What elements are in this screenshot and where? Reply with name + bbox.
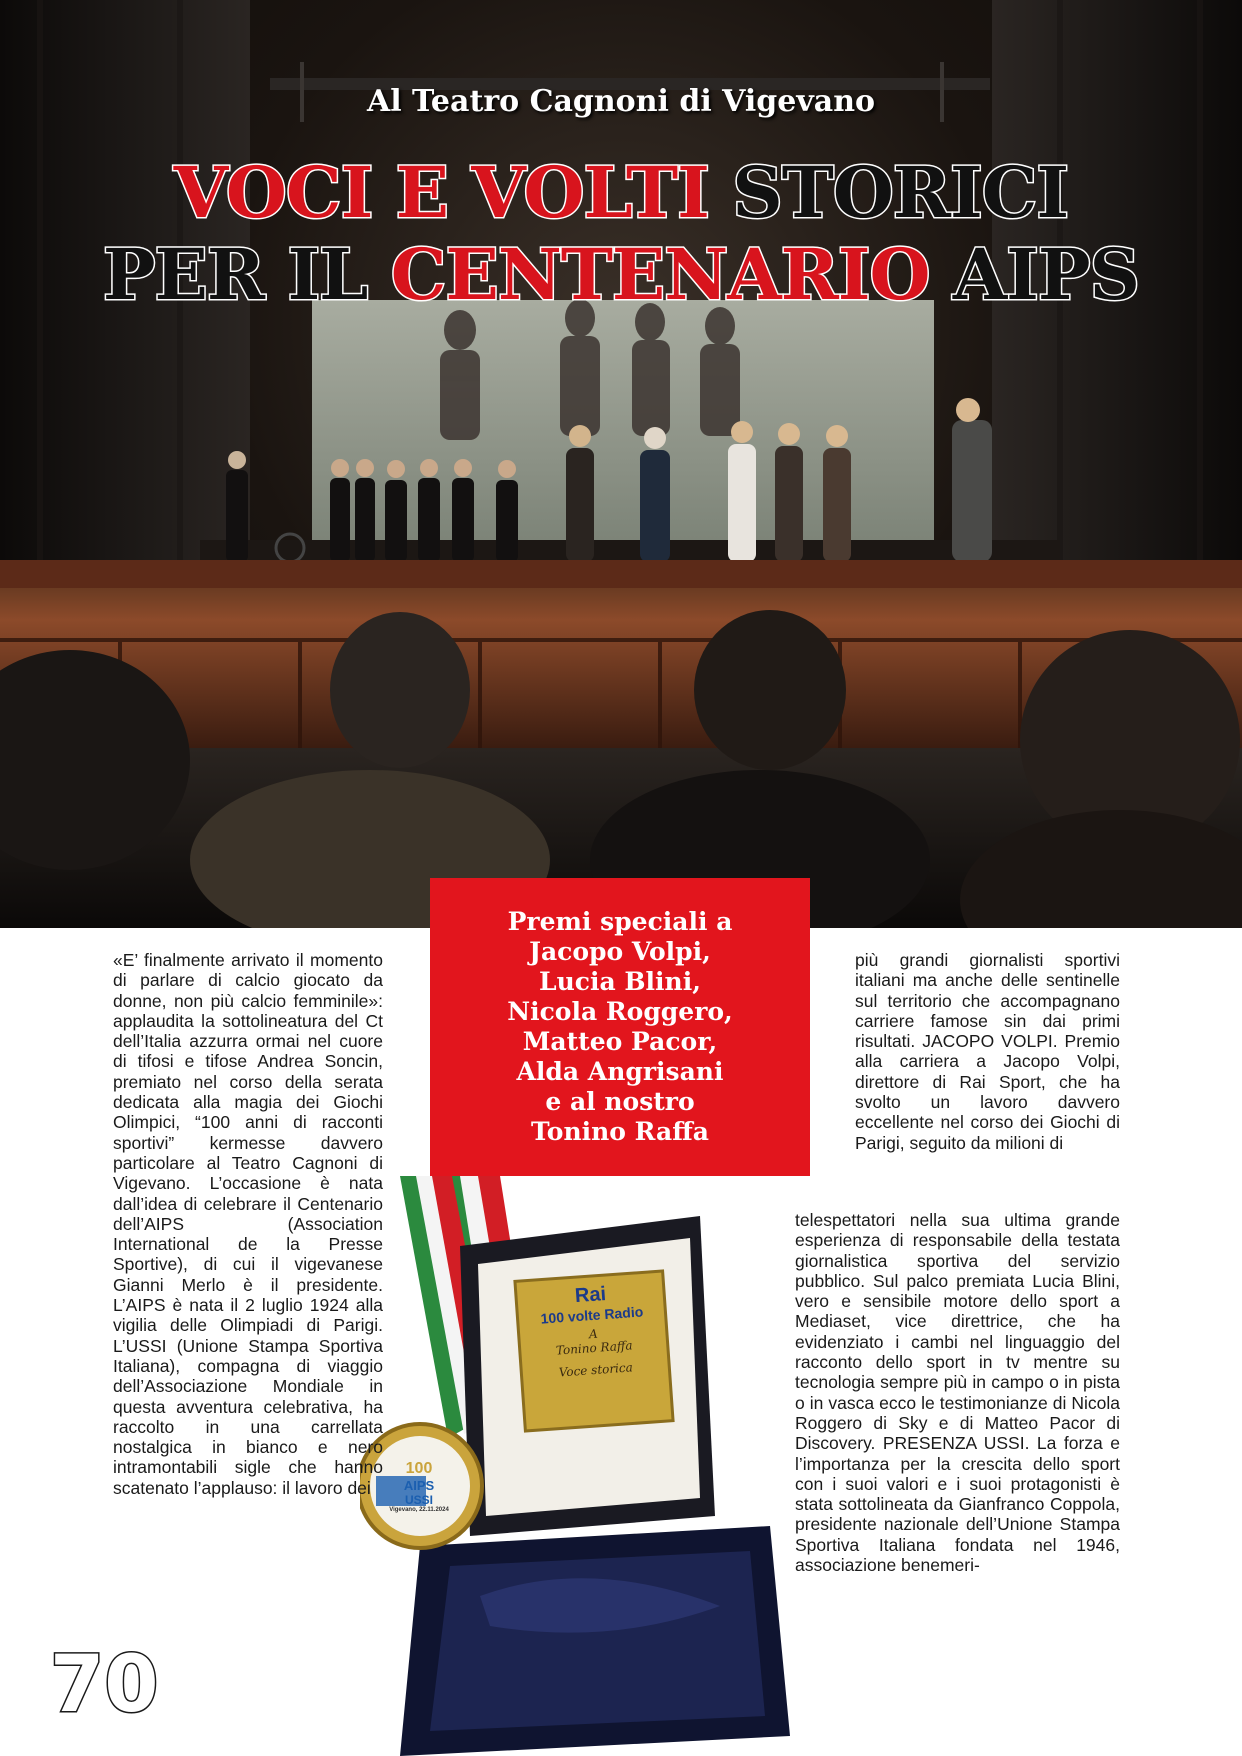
highlight-line: e al nostro xyxy=(545,1087,695,1116)
headline-part: VOCI E VOLTI xyxy=(173,151,733,234)
headline-line-2 xyxy=(0,233,1242,316)
highlight-line: Nicola Roggero, xyxy=(507,997,733,1026)
headline-part: STORICI xyxy=(732,151,1069,234)
headline-part: AIPS xyxy=(929,233,1140,316)
award-plaque xyxy=(515,1279,671,1382)
plaque-a: A xyxy=(588,1326,599,1342)
headline-line-1 xyxy=(0,151,1242,234)
article-paragraph: «E’ finalmente arrivato il momento di parlare di calcio giocato da donne, non più calcio femminile»: applaudita la sottolineatura del Ct dell’Italia azzurra ormai nel cuore di tifosi e tifose Andrea Soncin, premiato nel corso della serata dedicata alla magia dei Giochi Olimpici, “100 anni di racconti sportivi” kermesse davvero particolare al Teatro Cagnoni di Vigevano. L’occasione è nata dall’idea di celebrare il Centenario dell’AIPS (Association International de la Presse Sportive), di cui il vigevanese Gianni Merlo è il presidente. L’AIPS è nata il 2 luglio 1924 alla vigilia delle Olimpiadi di Parigi. L’USSI (Unione Stampa Sportiva Italiana), compagna di viaggio dell’Associazione Mondiale in questa avventura celebrativa, ha raccolto in una carrellata nostalgica in bianco e nero intramontabili sigle che hanno scatenato l’applauso: il lavoro dei xyxy=(113,950,383,1498)
plaque-brand: Rai xyxy=(574,1283,607,1308)
article-paragraph: più grandi giornalisti sportivi italiani ma anche delle sentinelle sul territorio che accompagnano carriere famose sin dai primi risultati. JACOPO VOLPI. Premio alla carriera a Jacopo Volpi, direttore di Rai Sport, che ha svolto un lavoro davvero eccellente nel corso dei Giochi di Parigi, seguito da milioni di xyxy=(855,950,1120,1153)
kicker: Al Teatro Cagnoni di Vigevano xyxy=(366,84,876,119)
page-number: 70 xyxy=(50,1640,159,1730)
article-paragraph: telespettatori nella sua ultima grande esperienza di responsabile della testata giornalistica sportiva del servizio pubblico. Sul palco premiata Lucia Blini, vero e sensibile motore dello sport a Mediaset, vice direttrice, che ha evidenziato i cambi nel linguaggio del racconto dello sport in tv mentre su tecnologia sempre più in campo o in pista o in vasca ecco le testimonianze di Nicola Roggero di Sky e di Matteo Pacor di Discovery. PRESENZA USSI. La forza e l’importanza per la crescita dello sport con i suoi valori e i suoi protagonisti è stata sottolineata da Gianfranco Coppola, presidente nazionale dell’Unione Stampa Sportiva Italiana fondata nel 1946, associazione benemeri- xyxy=(795,1210,1120,1576)
highlight-line: Matteo Pacor, xyxy=(522,1027,718,1056)
highlight-box xyxy=(430,878,810,1176)
medal-place: Vigevano, 22.11.2024 xyxy=(389,1507,449,1513)
headline-part: PER IL xyxy=(102,233,391,316)
article-column-right-top xyxy=(855,950,1120,1153)
plaque-line: 100 volte Radio xyxy=(540,1303,644,1327)
highlight-line: Jacopo Volpi, xyxy=(529,937,711,966)
plaque-name: Tonino Raffa xyxy=(555,1338,633,1358)
medal-org: USSI xyxy=(404,1493,433,1507)
highlight-line: Lucia Blini, xyxy=(539,967,701,996)
article-column-right-bottom xyxy=(795,1210,1120,1575)
headline-part: CENTENARIO xyxy=(390,233,930,316)
highlight-line: Tonino Raffa xyxy=(531,1117,709,1146)
highlight-line: Premi speciali a xyxy=(507,907,733,936)
medal-text xyxy=(374,1460,464,1513)
article-column-left xyxy=(113,950,383,1498)
plaque-title: Voce storica xyxy=(558,1360,634,1380)
medal-top: 100 xyxy=(405,1460,433,1477)
medal-name: AIPS xyxy=(403,1478,435,1493)
highlight-line: Alda Angrisani xyxy=(516,1057,724,1086)
